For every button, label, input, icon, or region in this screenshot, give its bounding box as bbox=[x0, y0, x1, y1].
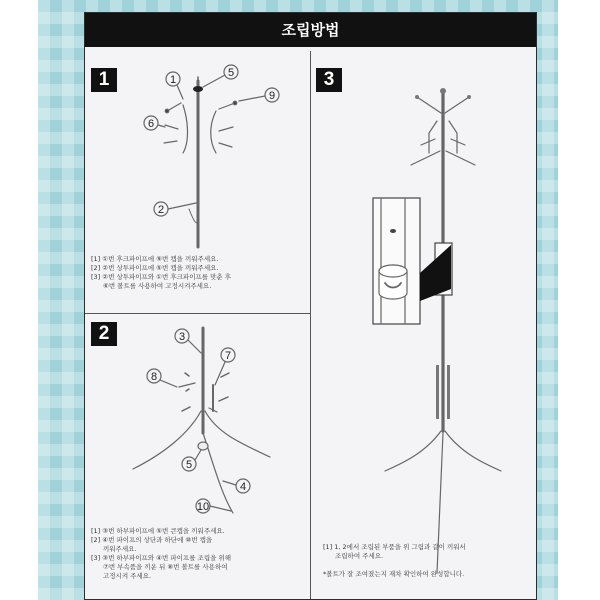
callout-number: 7 bbox=[224, 350, 232, 362]
step-1-line: [3] ②번 상투파이프와 ①번 후크파이프를 맞춘 후 bbox=[91, 273, 232, 281]
step-3-illustration bbox=[373, 88, 501, 573]
callout-number: 3 bbox=[178, 331, 186, 343]
teal-checkered-background bbox=[38, 0, 558, 600]
assembly-instruction-sheet bbox=[84, 12, 537, 600]
step-1-text bbox=[91, 255, 231, 291]
assembly-illustrations bbox=[85, 13, 536, 599]
callout-number: 5 bbox=[185, 459, 193, 471]
callout-number: 8 bbox=[150, 371, 158, 383]
callout-number: 10 bbox=[196, 501, 210, 513]
step-2-line: [2] ④번 파이프의 상단과 하단에 ⑩번 캡을 bbox=[91, 536, 213, 544]
step-3-text bbox=[323, 543, 466, 561]
callout-number: 2 bbox=[157, 204, 165, 216]
step-1-line: [1] ①번 후크파이프에 ⑨번 캡을 끼워주세요. bbox=[91, 255, 219, 263]
page-title: 조립방법 bbox=[85, 13, 536, 47]
step-3-note: *볼트가 잘 조여졌는지 재차 확인하여 완성합니다. bbox=[323, 570, 465, 578]
step-2-line: ⑦번 부속품을 끼운 뒤 ⑧번 볼트를 사용하여 bbox=[103, 563, 228, 571]
callout-number: 4 bbox=[239, 481, 247, 493]
step-1-badge: 1 bbox=[91, 68, 117, 92]
step-1-line: [2] ②번 상투파이프에 ⑤번 캡을 끼워주세요. bbox=[91, 264, 219, 272]
step-2-line: [3] ③번 하부파이프와 ④번 파이프를 조립을 위해 bbox=[91, 554, 232, 562]
step-2-line: [1] ③번 하부파이프에 ⑤번 큰캡을 끼워주세요. bbox=[91, 527, 225, 535]
step-2-text bbox=[91, 527, 231, 581]
callout-number: 1 bbox=[169, 74, 177, 86]
step-3-badge: 3 bbox=[316, 68, 342, 92]
step-2-line: 끼워주세요. bbox=[103, 545, 137, 553]
callout-number: 6 bbox=[147, 118, 155, 130]
step-1-line: ⑥번 볼트를 사용하여 고정시켜주세요. bbox=[103, 282, 212, 290]
step-2-line: 고정시켜 주세요. bbox=[103, 572, 152, 580]
step-3-line: [1] 1, 2에서 조립된 부품을 위 그림과 같이 끼워서 bbox=[323, 543, 466, 551]
callout-number: 9 bbox=[268, 90, 276, 102]
step-2-badge: 2 bbox=[91, 322, 117, 346]
step-2-callouts bbox=[147, 329, 250, 513]
step-1-illustration bbox=[164, 77, 237, 247]
callout-number: 5 bbox=[227, 67, 235, 79]
step-3-line: 조립하여 주세요. bbox=[335, 552, 384, 560]
